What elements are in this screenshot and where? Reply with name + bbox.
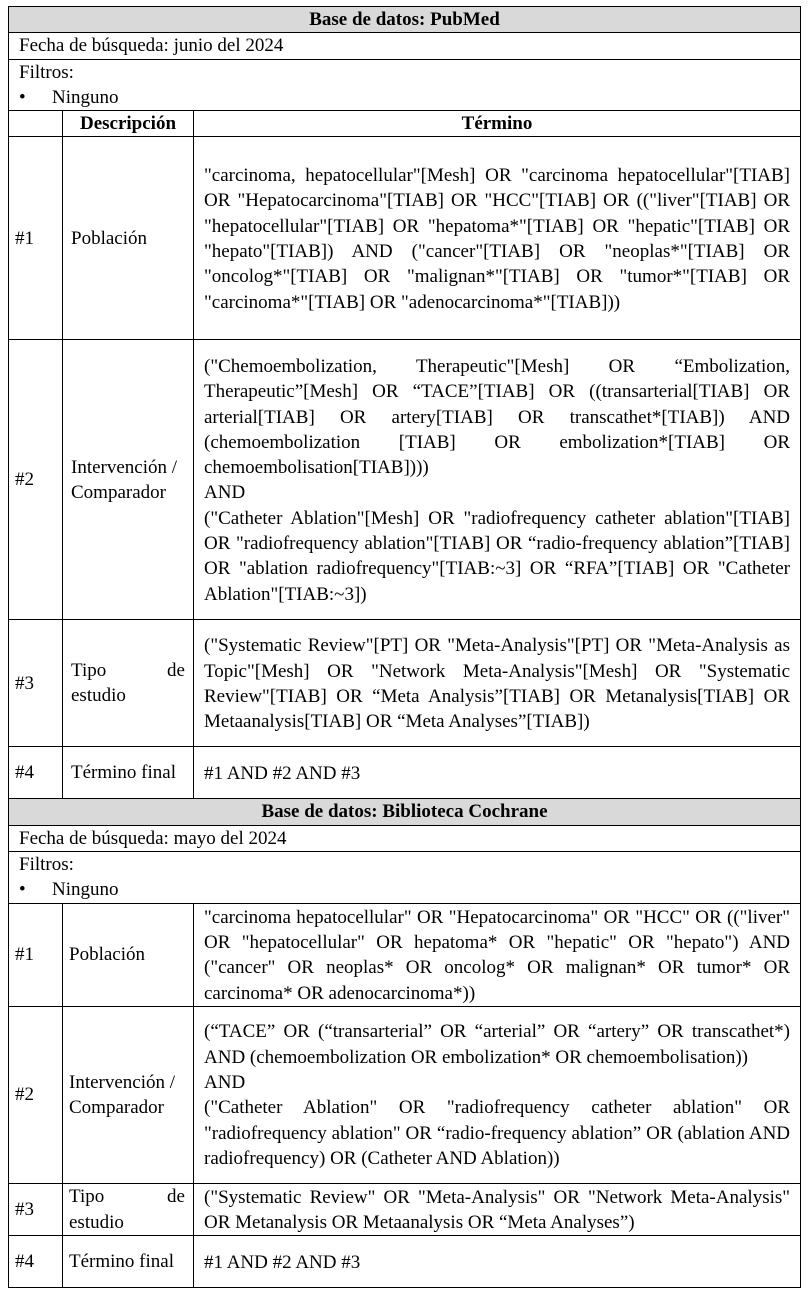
row-number: #4 xyxy=(9,747,63,799)
row-term: #1 AND #2 AND #3 xyxy=(194,747,801,799)
row-description: Intervención / Comparador xyxy=(63,340,194,620)
cochrane-row-1 xyxy=(9,903,801,1006)
pubmed-filters-list xyxy=(19,85,790,110)
row-number: #3 xyxy=(9,1183,63,1236)
pubmed-date-row xyxy=(9,33,801,59)
row-number: #2 xyxy=(9,340,63,620)
row-term xyxy=(194,340,801,620)
cochrane-row-2 xyxy=(9,1006,801,1183)
pubmed-filter-item: • Ninguno xyxy=(52,85,790,110)
pubmed-column-header-row xyxy=(9,111,801,137)
pubmed-search-date: Fecha de búsqueda: junio del 2024 xyxy=(9,33,801,59)
term-operator: AND xyxy=(204,1072,246,1094)
cochrane-filters-label: Filtros: xyxy=(19,854,74,876)
row-number: #2 xyxy=(9,1006,63,1183)
cochrane-row-3 xyxy=(9,1183,801,1236)
term-part-2: ("Catheter Ablation" OR "radiofrequency catheter ablation" OR "radiofrequency ablation" OR “radio-frequency ablation” OR (ablation AND radiofrequency) OR (Catheter AND Ablation)) xyxy=(204,1097,791,1169)
row-term: "carcinoma hepatocellular" OR "Hepatocarcinoma" OR "HCC" OR (("liver" OR "hepatocellular" OR hepatoma* OR "hepatic" OR "hepato") AND ("cancer" OR neoplas* OR oncolog* OR malignan* OR tumor* OR carcinoma* OR adenocarcinoma*)) xyxy=(194,903,801,1006)
row-description: Intervención / Comparador xyxy=(63,1006,194,1183)
row-term: ("Systematic Review" OR "Meta-Analysis" OR "Network Meta-Analysis" OR Metanalysis OR Metaanalysis OR “Meta Analyses”) xyxy=(194,1183,801,1236)
pubmed-col-num-header xyxy=(9,111,63,137)
pubmed-row-2 xyxy=(9,340,801,620)
row-number: #4 xyxy=(9,1236,63,1288)
pubmed-header-row xyxy=(9,7,801,33)
pubmed-row-4 xyxy=(9,747,801,799)
pubmed-filters xyxy=(9,59,801,111)
cochrane-search-date: Fecha de búsqueda: mayo del 2024 xyxy=(9,825,801,851)
term-part-1: (“TACE” OR (“transarterial” OR “arterial” OR “artery” OR transcathet*) AND (chemoembolization OR embolization* OR chemoembolisation)) xyxy=(204,1021,791,1068)
row-description: Término final xyxy=(63,747,194,799)
pubmed-title: Base de datos: PubMed xyxy=(9,7,801,33)
search-strategy-document xyxy=(8,6,800,1288)
row-description: Tipo de estudio xyxy=(63,1183,194,1236)
term-part-1: ("Chemoembolization, Therapeutic"[Mesh] OR “Embolization, Therapeutic”[Mesh] OR “TACE”[TIAB] OR ((transarterial[TIAB] OR arterial[TIAB] OR artery[TIAB] OR transcathet*[TIAB]) AND (chemoembolization [TIAB] OR embolization*[TIAB] OR chemoembolisation[TIAB]))) xyxy=(204,356,791,479)
pubmed-col-term-header: Término xyxy=(194,111,801,137)
row-term: ("Systematic Review"[PT] OR "Meta-Analysis"[PT] OR "Meta-Analysis as Topic"[Mesh] OR "Network Meta-Analysis"[Mesh] OR "Systematic Review"[TIAB] OR “Meta Analysis”[TIAB] OR Metanalysis[TIAB] OR Metaanalysis[TIAB] OR “Meta Analyses”[TIAB]) xyxy=(194,620,801,747)
cochrane-filter-item: • Ninguno xyxy=(52,877,790,902)
row-description: Término final xyxy=(63,1236,194,1288)
pubmed-filters-label: Filtros: xyxy=(19,61,74,83)
term-part-2: ("Catheter Ablation"[Mesh] OR "radiofrequency catheter ablation"[TIAB] OR "radiofrequency ablation"[TIAB] OR “radio-frequency ablation”[TIAB] OR "ablation radiofrequency"[TIAB:~3] OR “RFA”[TIAB] OR "Catheter Ablation"[TIAB:~3]) xyxy=(204,507,791,605)
cochrane-filters-list xyxy=(19,877,790,902)
pubmed-filters-row xyxy=(9,59,801,111)
cochrane-date-row xyxy=(9,825,801,851)
cochrane-filters xyxy=(9,852,801,904)
row-term xyxy=(194,1006,801,1183)
row-number: #1 xyxy=(9,903,63,1006)
row-description: Población xyxy=(63,137,194,340)
row-number: #1 xyxy=(9,137,63,340)
row-term: #1 AND #2 AND #3 xyxy=(194,1236,801,1288)
pubmed-col-desc-header: Descripción xyxy=(63,111,194,137)
search-strategy-table xyxy=(8,6,801,1288)
row-term: "carcinoma, hepatocellular"[Mesh] OR "carcinoma hepatocellular"[TIAB] OR "Hepatocarcinoma"[TIAB] OR "HCC"[TIAB] OR (("liver"[TIAB] OR "hepatocellular"[TIAB] OR "hepatoma*"[TIAB] OR "hepatic"[TIAB] OR "hepato"[TIAB]) AND ("cancer"[TIAB] OR "neoplas*"[TIAB] OR "oncolog*"[TIAB] OR "malignan*"[TIAB] OR "tumor*"[TIAB] OR "carcinoma*"[TIAB] OR "adenocarcinoma*"[TIAB])) xyxy=(194,137,801,340)
cochrane-filters-row xyxy=(9,852,801,904)
term-operator: AND xyxy=(204,482,246,504)
pubmed-row-1 xyxy=(9,137,801,340)
cochrane-title: Base de datos: Biblioteca Cochrane xyxy=(9,799,801,825)
cochrane-header-row xyxy=(9,799,801,825)
row-description: Tipo de estudio xyxy=(63,620,194,747)
pubmed-row-3 xyxy=(9,620,801,747)
row-number: #3 xyxy=(9,620,63,747)
row-description: Población xyxy=(63,903,194,1006)
cochrane-row-4 xyxy=(9,1236,801,1288)
